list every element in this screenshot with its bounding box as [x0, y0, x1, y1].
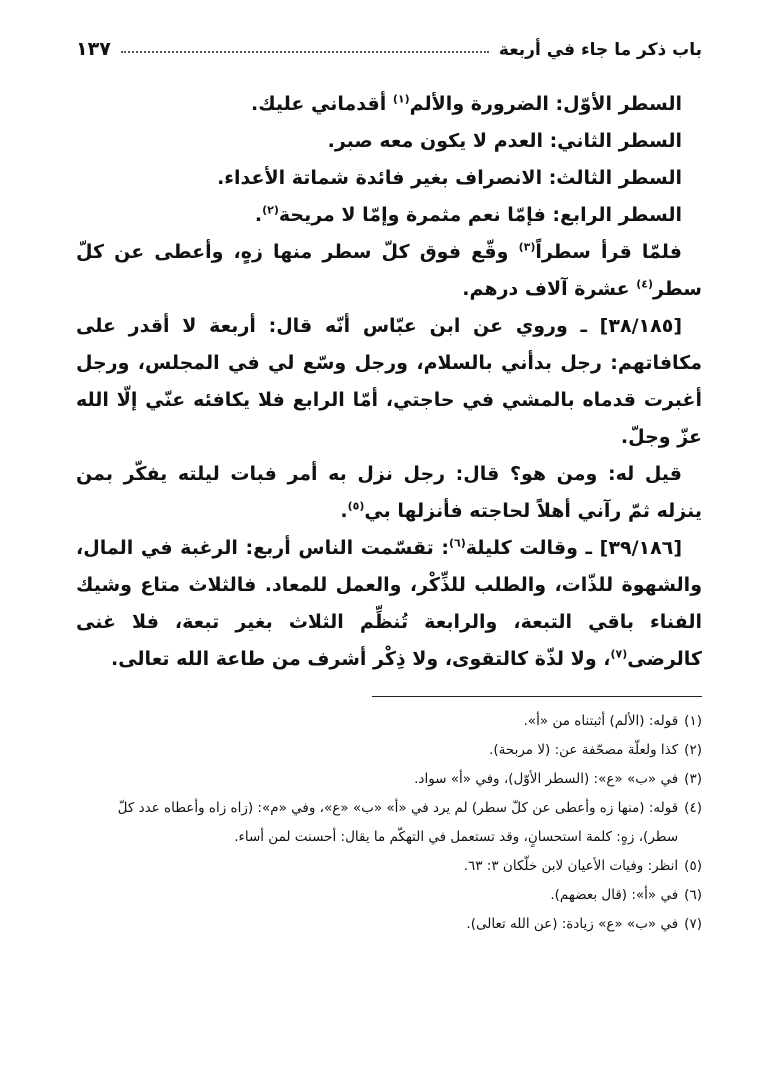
footnote-ref-2: (٢): [262, 203, 279, 217]
chapter-title: باب ذكر ما جاء في أربعة: [498, 40, 702, 60]
text-line-2: السطر الثاني: العدم لا يكون معه صبر.: [327, 130, 682, 152]
paragraph-4: [٣٩/١٨٦] ـ وقالت كليلة$^{(٦)}$: تقسّمت الناس أربع: الرغبة في المال، والشهوة للذّات، والطلب للذِّكْر، والعمل للمعاد. فالثلاث متاع وشيك الفناء باقي التبعة، والرابعة تُنظِّم الثلاث بغير تبعة، فلا غنى كالرضى$^{(٧)}$، ولا لذّة كالتقوى، ولا ذِكْر أشرف من طاعة الله تعالى.: [76, 536, 702, 670]
footnotes: [76, 707, 702, 939]
footnote-number: (١): [684, 713, 702, 729]
footnote-3: [76, 765, 702, 794]
footnote-text: انظر: وفيات الأعيان لابن خلّكان ٣: ٦٣.: [463, 858, 679, 874]
footnote-7: [76, 910, 702, 939]
footnote-ref-6: (٦): [449, 536, 466, 550]
footnote-text: في «أ»: (قال بعضهم).: [550, 887, 679, 903]
footnote-number: (٥): [684, 858, 702, 874]
footnote-text: قوله: (الألم) أثبتناه من «أ».: [523, 713, 679, 729]
page-number: ١٣٧: [76, 38, 111, 60]
running-header: [76, 26, 702, 60]
footnote-ref-3: (٣): [518, 240, 536, 254]
footnote-ref-7: (٧): [610, 647, 628, 661]
paragraph-1: فلمّا قرأ سطراً$^{(٣)}$ وقّع فوق كلّ سطر منها زهٍ، وأعطى عن كلّ سطر$^{(٤)}$ عشرة آلاف درهم.: [76, 240, 702, 300]
book-page: [76, 26, 702, 939]
footnote-ref-4: (٤): [636, 277, 653, 291]
footnote-2: [76, 736, 702, 765]
footnote-text: في «ب» «ع» زيادة: (عن الله تعالى).: [466, 916, 679, 932]
footnote-6: [76, 881, 702, 910]
footnote-number: (٣): [684, 771, 702, 787]
footnote-number: (٢): [684, 742, 702, 758]
footnote-text: قوله: (منها زه وأعطى عن كلّ سطر) لم يرد في «أ» «ب» «ع»، وفي «م»: (زاه زاه وأعطاه عدد كلّ سطر)، زهٍ: كلمة استحسانٍ، وقد تستعمل في التهكّم ما يقال: أحسنت لمن أساء.: [117, 800, 679, 845]
text-line-4: السطر الرابع: فإمّا نعم مثمرة وإمّا لا مريحة$^{(٢)}$.: [254, 203, 682, 226]
text-line-1: السطر الأوّل: الضرورة والألم$^{(١)}$ أقدماني عليك.: [251, 92, 682, 115]
footnote-4: [76, 794, 702, 852]
main-text: [76, 86, 702, 678]
footnote-ref-5: (٥): [347, 499, 365, 513]
paragraph-3: قيل له: ومن هو؟ قال: رجل نزل به أمر فبات ليلته يفكّر بمن ينزله ثمّ رآني أهلاً لحاجته فأنزلها بي$^{(٥)}$.: [76, 463, 702, 522]
paragraph-2: [٣٨/١٨٥] ـ وروي عن ابن عبّاس أنّه قال: أربعة لا أقدر على مكافاتهم: رجل بدأني بالسلام، ورجل وسّع لي في المجلس، ورجل أغبرت قدماه بالمشي في حاجتي، أمّا الرابع فلا يكافئه عنّي إلّا الله عزّ وجلّ.: [76, 315, 702, 448]
footnote-text: كذا ولعلّة مصحّفة عن: (لا مربحة).: [489, 742, 679, 758]
footnote-ref-1: (١): [392, 92, 410, 106]
footnote-5: [76, 852, 702, 881]
dotted-leader: [121, 51, 489, 53]
footnote-1: [76, 707, 702, 736]
footnote-separator: [372, 696, 702, 697]
text-line-3: السطر الثالث: الانصراف بغير فائدة شماتة الأعداء.: [217, 167, 682, 189]
footnote-number: (٦): [684, 887, 702, 903]
footnote-number: (٧): [684, 916, 702, 932]
footnote-number: (٤): [684, 800, 702, 816]
footnote-text: في «ب» «ع»: (السطر الأوّل)، وفي «أ» سواد.: [414, 771, 679, 787]
